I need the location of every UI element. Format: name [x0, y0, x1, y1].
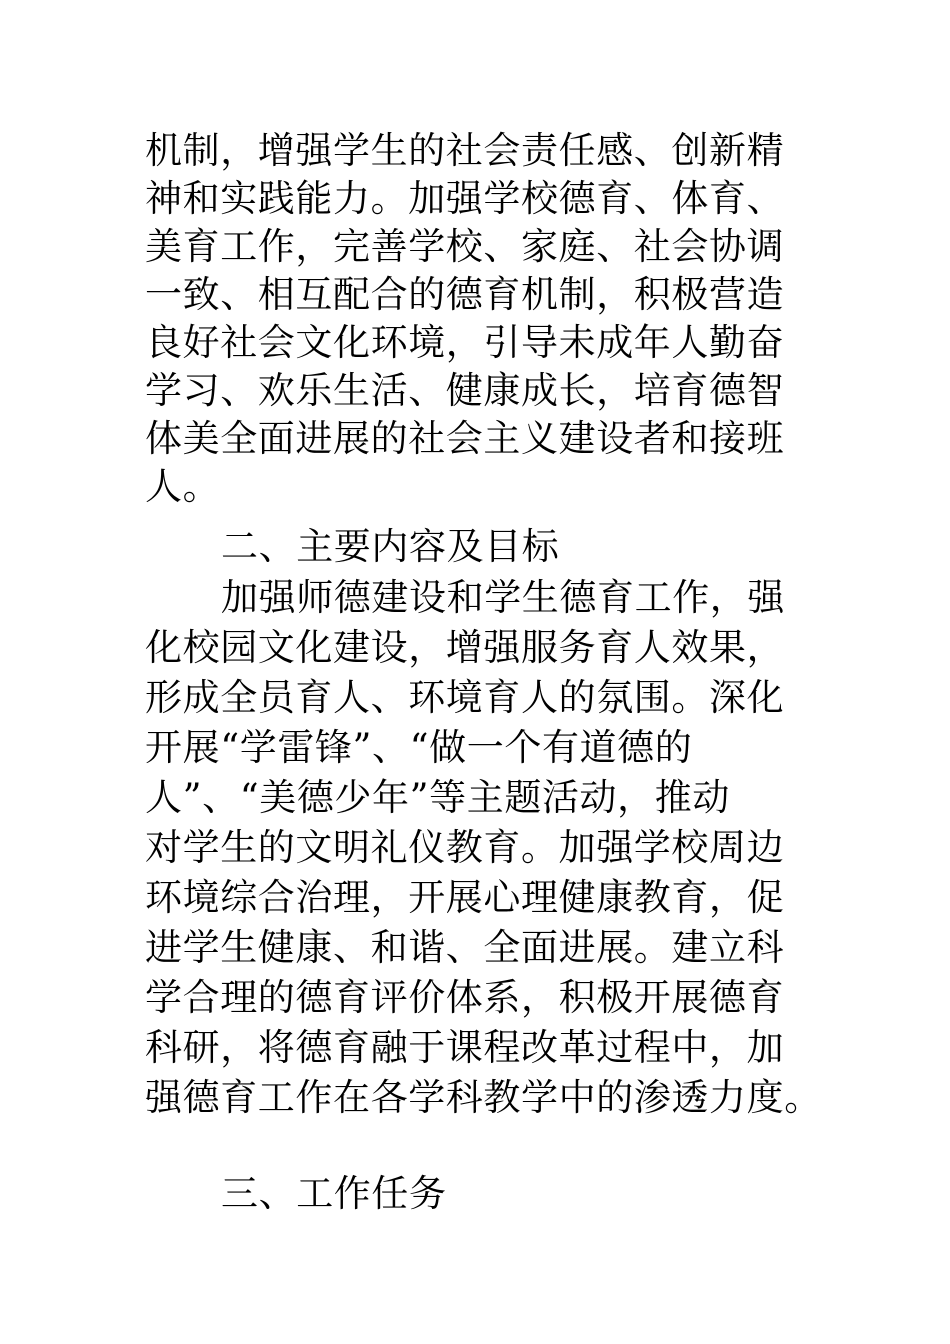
paragraph-line: 机制，增强学生的社会责任感、创新精 [145, 129, 785, 172]
section-heading: 三、工作任务 [221, 1172, 447, 1215]
paragraph-line: 强德育工作在各学科教学中的渗透力度。 [145, 1076, 822, 1119]
paragraph-line: 人。 [145, 465, 221, 508]
paragraph-line: 美育工作，完善学校、家庭、社会协调 [145, 225, 785, 268]
paragraph-line: 学合理的德育评价体系，积极开展德育 [145, 976, 785, 1019]
paragraph-line: 化校园文化建设，增强服务育人效果， [145, 626, 785, 669]
paragraph-line: 开展“学雷锋”、“做一个有道德的 [145, 726, 693, 769]
paragraph-line: 神和实践能力。加强学校德育、体育、 [145, 177, 785, 220]
paragraph-line: 形成全员育人、环境育人的氛围。深化 [145, 676, 785, 719]
paragraph-line: 科研，将德育融于课程改革过程中，加 [145, 1026, 785, 1069]
paragraph-line: 进学生健康、和谐、全面进展。建立科 [145, 926, 785, 969]
paragraph-line: 良好社会文化环境，引导未成年人勤奋 [145, 321, 785, 364]
paragraph-line: 环境综合治理，开展心理健康教育，促 [145, 876, 785, 919]
paragraph-line: 学习、欢乐生活、健康成长，培育德智 [145, 369, 785, 412]
paragraph-line: 人”、“美德少年”等主题活动，推动 [145, 776, 730, 819]
section-heading: 二、主要内容及目标 [221, 525, 560, 568]
paragraph-line: 一致、相互配合的德育机制，积极营造 [145, 273, 785, 316]
paragraph-line: 体美全面进展的社会主义建设者和接班 [145, 417, 785, 460]
paragraph-line: 对学生的文明礼仪教育。加强学校周边 [145, 826, 785, 869]
paragraph-line: 加强师德建设和学生德育工作，强 [221, 576, 785, 619]
